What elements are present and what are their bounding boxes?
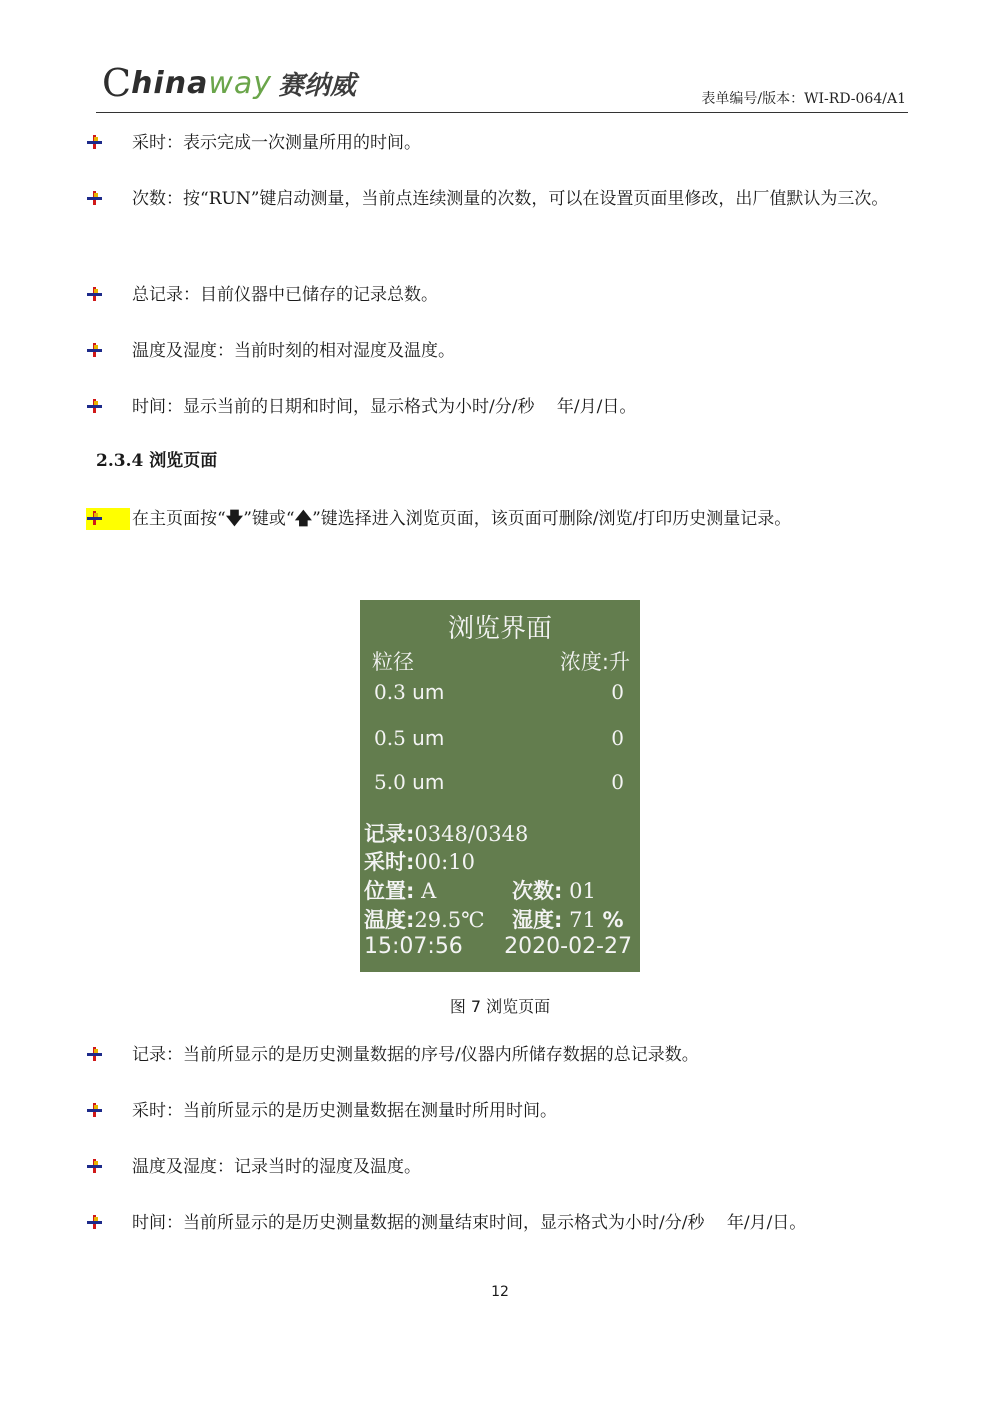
sample-time-value: 00:10 [414,850,475,874]
screen-title: 浏览界面 [447,614,552,644]
list-item-text: 时间：显示当前的日期和时间，显示格式为小时/分/秒 年/月/日。 [132,397,637,417]
bullet-plus-icon [86,399,104,415]
logo-chinese: 赛纳威 [278,70,357,101]
column-header-size: 粒径 [372,650,414,674]
particle-unit: um [412,726,445,750]
section-title: 2.3.4 浏览页面 [96,451,218,471]
bullet-plus-icon [86,1103,104,1119]
record-value: 0348/0348 [414,822,529,846]
particle-unit: um [412,770,445,794]
humidity-line [512,904,624,934]
intro-text [132,500,902,538]
particle-unit: um [412,680,445,704]
particle-size: 5.0 [374,770,406,794]
list-item-text: 温度及湿度：当前时刻的相对湿度及温度。 [132,341,455,361]
record-line [364,818,528,848]
bullet-plus-icon [86,343,104,359]
concentration-value: 0 [611,680,624,704]
list-item-text: 温度及湿度：记录当时的湿度及温度。 [132,1157,421,1177]
logo-hina: hina [131,65,209,101]
logo-c: C [102,61,132,105]
humidity-value: 71 [569,908,596,932]
list-item-text: 时间：当前所显示的是历史测量数据的测量结束时间，显示格式为小时/分/秒 年/月/日。 [132,1213,807,1233]
particle-size-row [374,770,444,794]
count-label: 次数: [512,879,563,903]
logo-way: way [208,65,273,101]
bullet-plus-icon [86,191,104,207]
page-number: 12 [491,1284,509,1300]
count-line [512,875,596,905]
list-item-text: 总记录：目前仪器中已储存的记录总数。 [132,285,438,305]
sample-time-label: 采时: [364,850,415,874]
up-arrow-icon: 🡅 [294,509,313,529]
record-label: 记录: [364,822,415,846]
particle-size-row [374,726,444,750]
count-value: 01 [569,879,596,903]
figure-caption: 图 7 浏览页面 [449,997,551,1016]
humidity-unit: % [602,908,624,932]
company-logo [102,62,356,104]
concentration-value: 0 [611,726,624,750]
temperature-line [364,904,485,934]
list-item-text: 采时：当前所显示的是历史测量数据在测量时所用时间。 [132,1101,557,1121]
temperature-value: 29.5℃ [414,908,485,932]
list-item-text: 记录：当前所显示的是历史测量数据的序号/仪器内所储存数据的总记录数。 [132,1045,699,1065]
down-arrow-icon: 🡇 [225,509,244,529]
list-item-text: 采时：表示完成一次测量所用的时间。 [132,133,421,153]
browse-screen-figure [360,600,640,972]
sample-time-line [364,846,475,876]
humidity-label: 湿度: [512,908,563,932]
position-line [364,875,436,905]
list-item-text: 次数：按“RUN”键启动测量，当前点连续测量的次数，可以在设置页面里修改，出厂值默认为三次。 [132,189,889,209]
intro-text-b: ”键或“ [243,509,295,529]
bullet-plus-icon [86,287,104,303]
form-number: 表单编号/版本：WI-RD-064/A1 [701,91,906,107]
page-header [96,60,908,113]
position-label: 位置: [364,879,415,903]
particle-size: 0.5 [374,726,406,750]
position-value: A [421,879,437,903]
bullet-plus-icon [86,508,130,530]
bullet-plus-icon [86,1215,104,1231]
clock-time: 15:07:56 [364,934,463,959]
clock-date: 2020-02-27 [504,934,632,959]
logo-latin [131,66,272,101]
particle-size: 0.3 [374,680,406,704]
particle-size-row [374,680,444,704]
column-header-concentration: 浓度:升 [559,650,630,674]
temperature-label: 温度: [364,908,415,932]
concentration-value: 0 [611,770,624,794]
bullet-plus-icon [86,1159,104,1175]
bullet-plus-icon [86,1047,104,1063]
intro-text-c: ”键选择进入浏览页面，该页面可删除/浏览/打印历史测量记录。 [312,509,792,529]
bullet-plus-icon [86,135,104,151]
intro-text-a: 在主页面按“ [132,509,226,529]
